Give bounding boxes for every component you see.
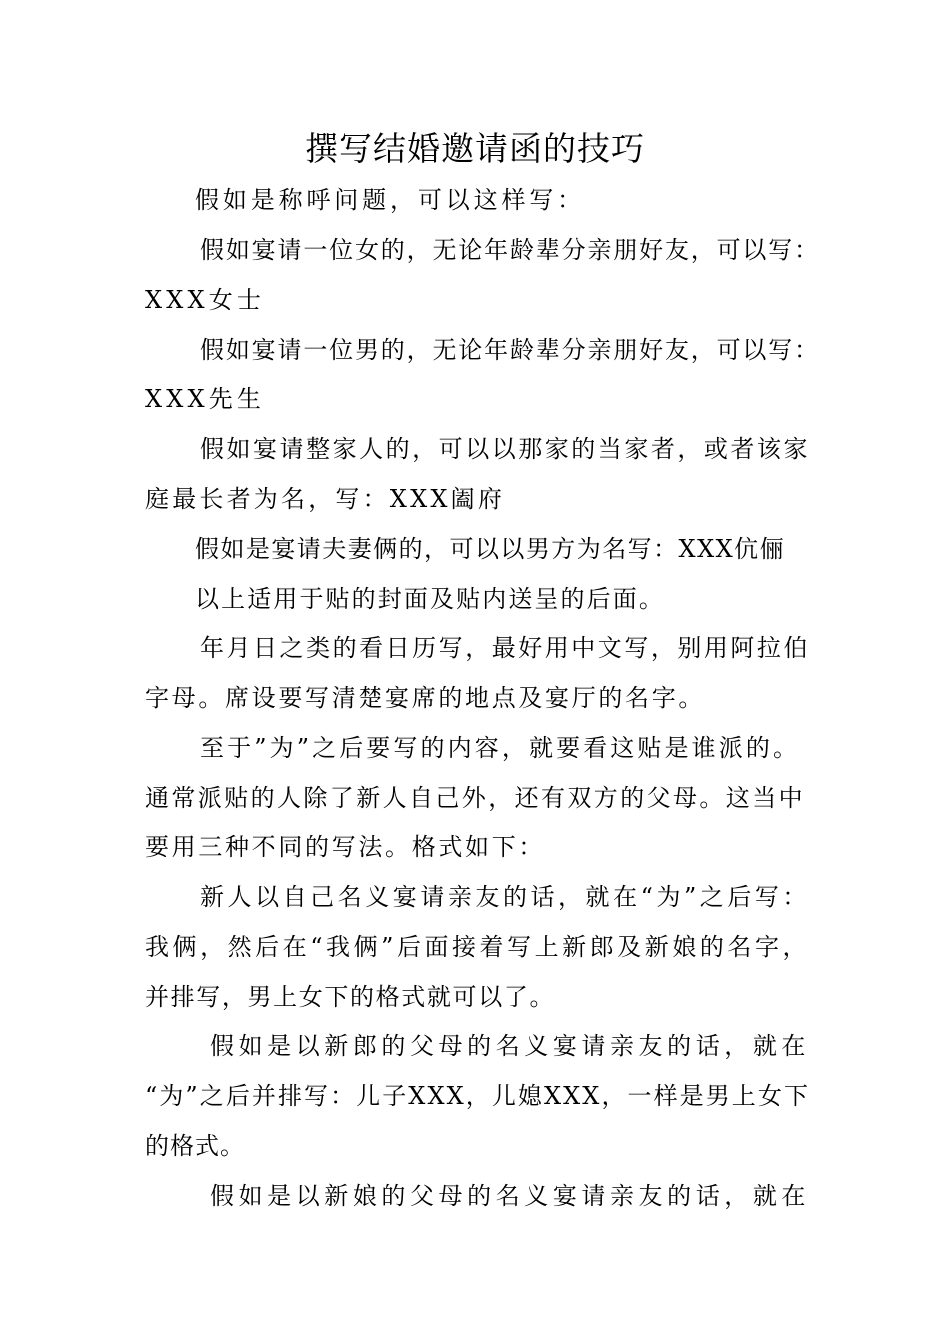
- paragraph-line: 以上适用于贴的封面及贴内送呈的后面。: [195, 585, 665, 613]
- paragraph-line: 新人以自己名义宴请亲友的话，就在“为”之后写：: [200, 883, 810, 911]
- paragraph-line: 假如是以新娘的父母的名义宴请亲友的话，就在: [210, 1182, 810, 1210]
- paragraph-line: 假如宴请一位女的，无论年龄辈分亲朋好友，可以写：: [200, 236, 820, 264]
- paragraph-line: XXX女士: [145, 286, 266, 314]
- paragraph-line: 年月日之类的看日历写，最好用中文写，别用阿拉伯: [200, 634, 810, 662]
- paragraph-line: 假如宴请整家人的，可以以那家的当家者，或者该家: [200, 435, 810, 463]
- document-title: 撰写结婚邀请函的技巧: [305, 129, 645, 168]
- paragraph-line: 假如宴请一位男的，无论年龄辈分亲朋好友，可以写：: [200, 336, 820, 364]
- paragraph-line: 至于”为”之后要写的内容，就要看这贴是谁派的。: [200, 734, 801, 762]
- paragraph-line: XXX先生: [145, 385, 266, 413]
- paragraph-line: 通常派贴的人除了新人自己外，还有双方的父母。这当中: [145, 784, 805, 812]
- paragraph-line: 假如是称呼问题，可以这样写：: [195, 186, 586, 214]
- paragraph-line: 假如是宴请夫妻俩的，可以以男方为名写：XXX伉俪: [195, 535, 786, 563]
- paragraph-line: 庭最长者为名，写：XXX阖府: [145, 485, 506, 513]
- paragraph-line: 字母。席设要写清楚宴席的地点及宴厅的名字。: [145, 684, 706, 712]
- paragraph-line: 假如是以新郎的父母的名义宴请亲友的话，就在: [210, 1032, 810, 1060]
- paragraph-line: 要用三种不同的写法。格式如下：: [145, 833, 546, 861]
- paragraph-line: 并排写，男上女下的格式就可以了。: [145, 983, 556, 1011]
- paragraph-line: “为”之后并排写：儿子XXX，儿媳XXX，一样是男上女下: [145, 1082, 811, 1110]
- paragraph-line: 的格式。: [145, 1132, 245, 1160]
- paragraph-line: 我俩，然后在“我俩”后面接着写上新郎及新娘的名字，: [145, 933, 811, 961]
